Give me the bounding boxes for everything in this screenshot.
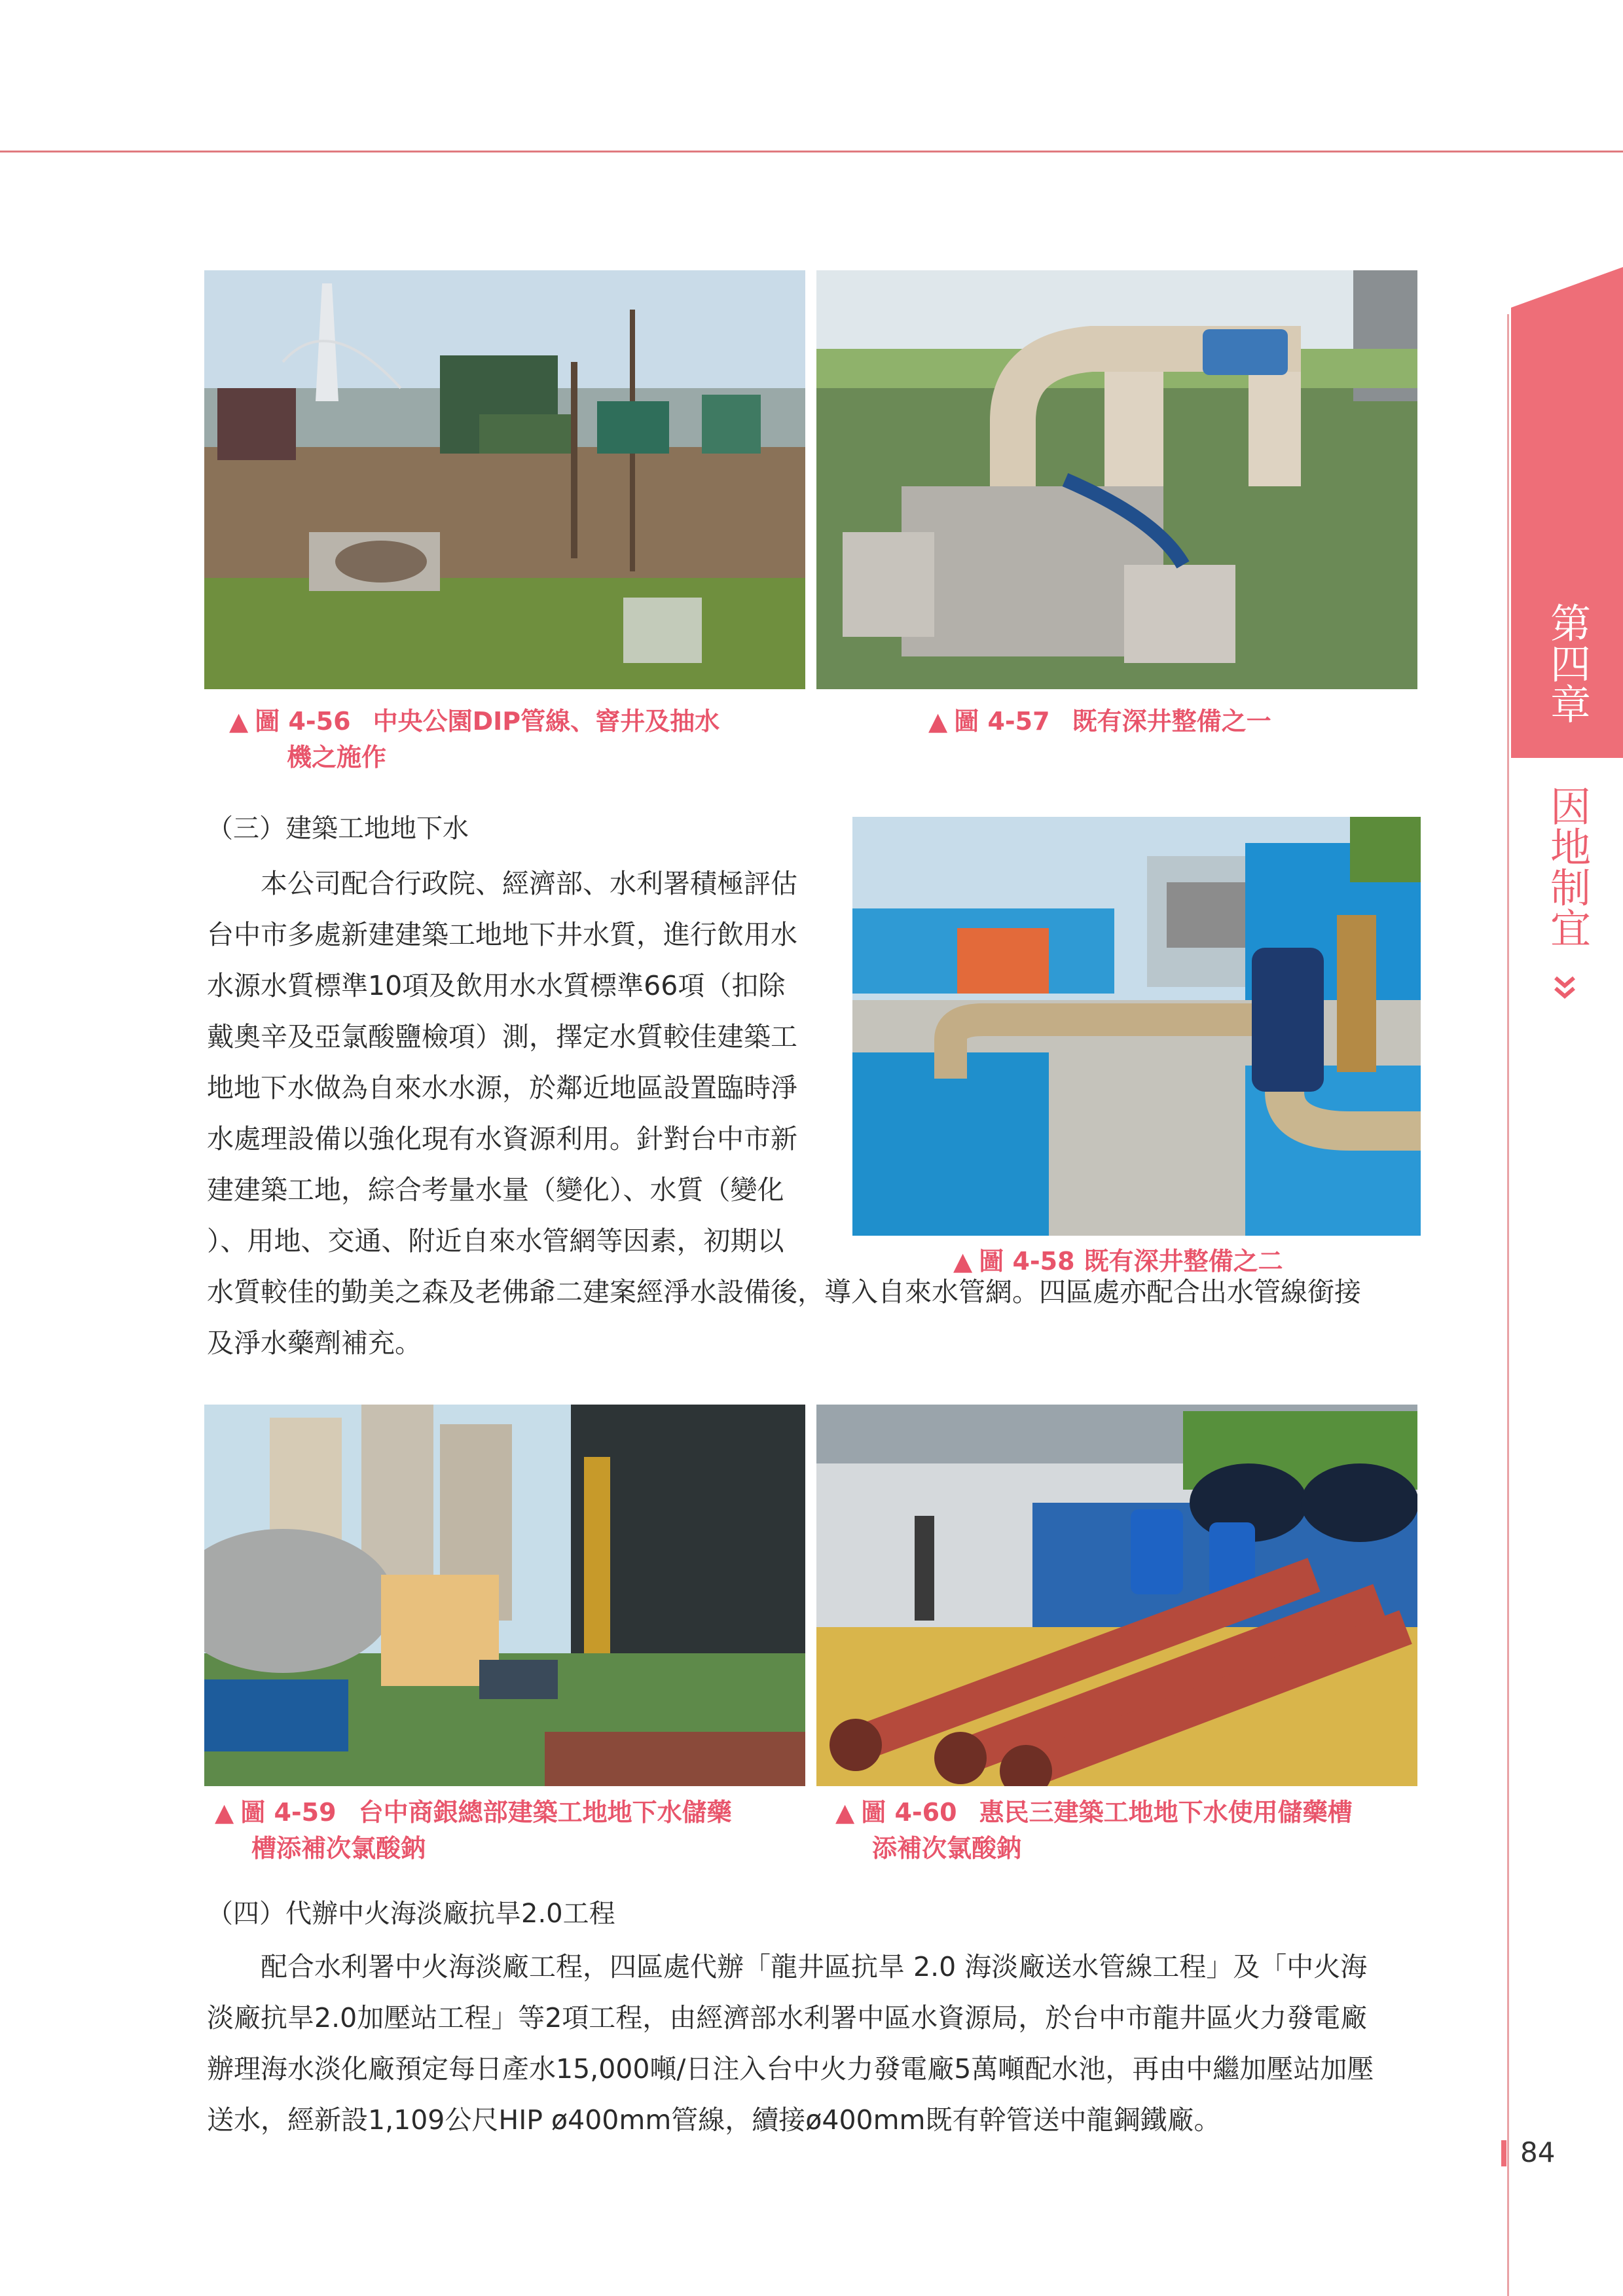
- paragraph-line: ）、用地、交通、附近自來水管網等因素，初期以: [207, 1225, 784, 1257]
- paragraph-line: 送水，經新設1,109公尺HIP ø400mm管線，續接ø400mm既有幹管送中龍鋼鐵廠。: [207, 2104, 1221, 2136]
- figure-4-60-caption: ▲ 圖 4-60 惠民三建築工地地下水使用儲藥槽 添補次氯酸鈉: [835, 1798, 1353, 1863]
- figure-4-56-caption: ▲ 圖 4-56 中央公園DIP管線、窨井及抽水 機之施作: [229, 707, 720, 772]
- chapter-number: 第四章: [1543, 602, 1592, 724]
- paragraph-line: 配合水利署中火海淡廠工程，四區處代辦「龍井區抗旱 2.0 海淡廠送水管線工程」及「中火海: [261, 1951, 1368, 1982]
- figure-4-59-photo: [204, 1405, 805, 1786]
- paragraph-line: 辦理海水淡化廠預定每日產水15,000噸/日注入台中火力發電廠5萬噸配水池，再由中繼加壓站加壓: [207, 2053, 1374, 2085]
- figure-4-58-caption: ▲ 圖 4-58 既有深井整備之二: [953, 1247, 1283, 1276]
- paragraph-line: 水處理設備以強化現有水資源利用。針對台中市新: [207, 1123, 797, 1155]
- paragraph-line: 及淨水藥劑補充。: [207, 1327, 422, 1359]
- figure-4-58-photo: [852, 817, 1421, 1236]
- figure-4-59-caption: ▲ 圖 4-59 台中商銀總部建築工地地下水儲藥 槽添補次氯酸鈉: [215, 1798, 732, 1863]
- figure-4-57-caption: ▲ 圖 4-57 既有深井整備之一: [928, 707, 1271, 736]
- page-number: 84: [1520, 2136, 1556, 2168]
- paragraph-line: 地地下水做為自來水水源，於鄰近地區設置臨時淨: [207, 1072, 797, 1103]
- chapter-title: 因地制宜: [1543, 785, 1592, 948]
- paragraph-line: 本公司配合行政院、經濟部、水利署積極評估: [261, 868, 797, 899]
- paragraph-line: 建建築工地，綜合考量水量（變化）、水質（變化: [207, 1174, 784, 1206]
- double-chevron-down-icon: [1550, 974, 1579, 1003]
- section-heading-3: （三）建築工地地下水: [207, 814, 469, 844]
- margin-rule: [1507, 314, 1509, 2296]
- paragraph-line: 戴奧辛及亞氯酸鹽檢項）測，擇定水質較佳建築工: [207, 1021, 797, 1052]
- paragraph-line: 水源水質標準10項及飲用水水質標準66項（扣除: [207, 970, 786, 1001]
- paragraph-line: 水質較佳的勤美之森及老佛爺二建案經淨水設備後，導入自來水管網。四區處亦配合出水管線銜接: [207, 1276, 1361, 1308]
- section-heading-4: （四）代辦中火海淡廠抗旱2.0工程: [207, 1899, 615, 1929]
- paragraph-line: 淡廠抗旱2.0加壓站工程」等2項工程，由經濟部水利署中區水資源局，於台中市龍井區火力發電廠: [207, 2002, 1368, 2034]
- page-number-bar: [1501, 2140, 1506, 2166]
- paragraph-line: 台中市多處新建建築工地地下井水質，進行飲用水: [207, 919, 797, 950]
- figure-4-60-photo: [816, 1405, 1417, 1786]
- header-rule: [0, 151, 1623, 152]
- figure-4-56-photo: [204, 270, 805, 689]
- figure-4-57-photo: [816, 270, 1417, 689]
